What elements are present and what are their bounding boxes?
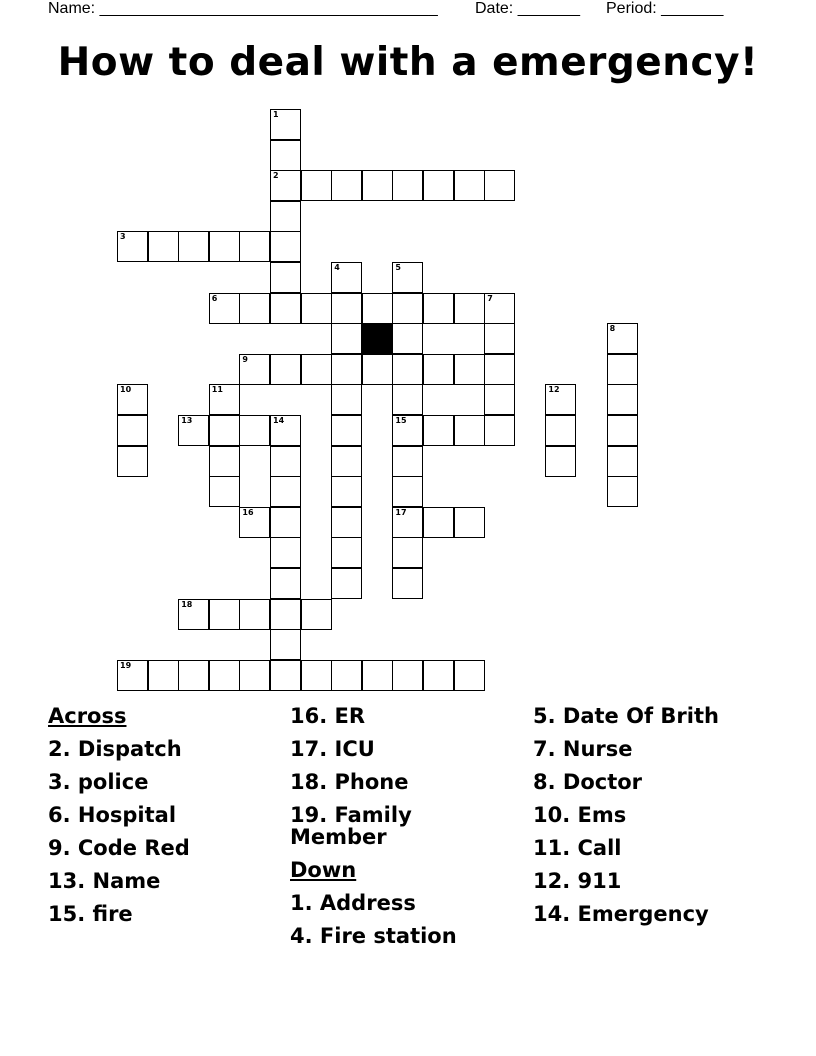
grid-cell[interactable]	[545, 415, 576, 446]
grid-cell[interactable]	[484, 384, 515, 415]
grid-cell[interactable]	[301, 293, 332, 324]
clue-across-13: 13. Name	[48, 869, 161, 893]
grid-cell[interactable]	[209, 293, 240, 324]
block-cell	[362, 323, 393, 354]
clue-down-1: 1. Address	[290, 891, 416, 915]
grid-cell[interactable]	[178, 660, 209, 691]
grid-cell[interactable]	[484, 170, 515, 201]
grid-cell[interactable]	[607, 476, 638, 507]
grid-cell[interactable]	[392, 537, 423, 568]
grid-cell[interactable]	[423, 293, 454, 324]
clue-across-2: 2. Dispatch	[48, 737, 182, 761]
page-title: How to deal with a emergency!	[57, 40, 759, 85]
grid-cell[interactable]	[484, 415, 515, 446]
grid-cell[interactable]	[209, 384, 240, 415]
clue-down-4: 4. Fire station	[290, 924, 457, 948]
clue-number: 6	[211, 293, 218, 303]
grid-cell[interactable]	[301, 660, 332, 691]
grid-cell[interactable]	[239, 599, 270, 630]
grid-cell[interactable]	[331, 323, 362, 354]
grid-cell[interactable]	[178, 599, 209, 630]
grid-cell[interactable]	[270, 262, 301, 293]
grid-cell[interactable]	[484, 354, 515, 385]
date-field-label[interactable]: Date: _______	[475, 0, 580, 17]
grid-cell[interactable]	[117, 660, 148, 691]
grid-cell[interactable]	[270, 140, 301, 171]
grid-cell[interactable]	[362, 293, 393, 324]
clue-across-18: 18. Phone	[290, 770, 409, 794]
grid-cell[interactable]	[545, 446, 576, 477]
clue-across-17: 17. ICU	[290, 737, 375, 761]
grid-cell[interactable]	[270, 537, 301, 568]
clue-number: 15	[395, 416, 407, 425]
grid-cell[interactable]	[270, 629, 301, 660]
clue-number: 8	[609, 324, 616, 334]
grid-cell[interactable]	[607, 384, 638, 415]
grid-cell[interactable]	[301, 170, 332, 201]
grid-cell[interactable]	[392, 293, 423, 324]
grid-cell[interactable]	[239, 415, 270, 446]
grid-cell[interactable]	[270, 293, 301, 324]
clue-column-2	[290, 700, 505, 953]
grid-cell[interactable]	[392, 507, 423, 538]
grid-cell[interactable]	[392, 415, 423, 446]
grid-cell[interactable]	[545, 384, 576, 415]
down-heading: Down	[290, 858, 357, 882]
clue-number: 7	[487, 293, 493, 303]
grid-cell[interactable]	[392, 384, 423, 415]
clue-across-19: 19. Family Member	[290, 803, 412, 849]
grid-cell[interactable]	[117, 384, 148, 415]
grid-cell[interactable]	[270, 568, 301, 599]
grid-cell[interactable]	[331, 568, 362, 599]
grid-cell[interactable]	[607, 446, 638, 477]
grid-cell[interactable]	[392, 354, 423, 385]
name-field-label[interactable]: Name: ______________________________________	[48, 0, 438, 17]
clue-down-12: 12. 911	[533, 869, 622, 893]
grid-cell[interactable]	[117, 231, 148, 262]
clue-number: 9	[242, 354, 248, 364]
grid-cell[interactable]	[117, 415, 148, 446]
clue-down-14: 14. Emergency	[533, 902, 709, 926]
grid-cell[interactable]	[301, 354, 332, 385]
grid-cell[interactable]	[178, 415, 209, 446]
grid-cell[interactable]	[392, 262, 423, 293]
clue-number: 3	[120, 232, 126, 242]
clue-down-5: 5. Date Of Brith	[533, 704, 719, 728]
grid-cell[interactable]	[331, 354, 362, 385]
grid-cell[interactable]	[117, 446, 148, 477]
clue-number: 18	[181, 599, 193, 609]
grid-cell[interactable]	[270, 446, 301, 477]
grid-cell[interactable]	[209, 415, 240, 446]
clue-column-3	[533, 700, 803, 931]
grid-cell[interactable]	[392, 446, 423, 477]
grid-cell[interactable]	[362, 354, 393, 385]
clue-across-3: 3. police	[48, 770, 149, 794]
clue-number: 17	[395, 507, 407, 517]
clue-number: 19	[120, 660, 132, 670]
grid-cell[interactable]	[239, 660, 270, 691]
grid-cell[interactable]	[392, 476, 423, 507]
clue-down-11: 11. Call	[533, 836, 622, 860]
grid-cell[interactable]	[392, 323, 423, 354]
grid-cell[interactable]	[301, 599, 332, 630]
grid-cell[interactable]	[331, 507, 362, 538]
grid-cell[interactable]	[148, 660, 179, 691]
grid-cell[interactable]	[423, 170, 454, 201]
grid-cell[interactable]	[270, 170, 301, 201]
grid-cell[interactable]	[454, 170, 485, 201]
grid-cell[interactable]	[270, 109, 301, 140]
clue-down-8: 8. Doctor	[533, 770, 643, 794]
grid-cell[interactable]	[607, 354, 638, 385]
grid-cell[interactable]	[331, 476, 362, 507]
clue-number: 4	[334, 263, 340, 272]
grid-cell[interactable]	[454, 354, 485, 385]
grid-cell[interactable]	[331, 293, 362, 324]
grid-cell[interactable]	[454, 507, 485, 538]
grid-cell[interactable]	[423, 507, 454, 538]
grid-cell[interactable]	[331, 446, 362, 477]
grid-cell[interactable]	[392, 170, 423, 201]
grid-cell[interactable]	[209, 476, 240, 507]
grid-cell[interactable]	[392, 660, 423, 691]
grid-cell[interactable]	[454, 415, 485, 446]
clue-number: 14	[273, 416, 285, 425]
grid-cell[interactable]	[270, 507, 301, 538]
grid-cell[interactable]	[239, 231, 270, 262]
grid-cell[interactable]	[270, 476, 301, 507]
grid-cell[interactable]	[178, 231, 209, 262]
grid-cell[interactable]	[270, 415, 301, 446]
clue-across-15: 15. fire	[48, 902, 133, 926]
clue-across-9: 9. Code Red	[48, 836, 190, 860]
clue-down-10: 10. Ems	[533, 803, 627, 827]
clue-number: 10	[120, 385, 132, 395]
grid-cell[interactable]	[148, 231, 179, 262]
grid-cell[interactable]	[423, 415, 454, 446]
grid-cell[interactable]	[209, 599, 240, 630]
grid-cell[interactable]	[331, 384, 362, 415]
grid-cell[interactable]	[331, 660, 362, 691]
grid-cell[interactable]	[454, 293, 485, 324]
period-field-label[interactable]: Period: _______	[606, 0, 724, 17]
clue-number: 13	[181, 416, 193, 425]
grid-cell[interactable]	[270, 201, 301, 232]
grid-cell[interactable]	[423, 660, 454, 691]
grid-cell[interactable]	[270, 599, 301, 630]
clue-number: 5	[395, 263, 401, 272]
clue-number: 11	[211, 385, 223, 395]
grid-cell[interactable]	[270, 660, 301, 691]
grid-cell[interactable]	[607, 415, 638, 446]
across-heading: Across	[48, 704, 127, 728]
grid-cell[interactable]	[209, 660, 240, 691]
grid-cell[interactable]	[331, 170, 362, 201]
grid-cell[interactable]	[484, 293, 515, 324]
grid-cell[interactable]	[392, 568, 423, 599]
grid-cell[interactable]	[270, 231, 301, 262]
clue-number: 2	[273, 171, 279, 181]
grid-cell[interactable]	[209, 231, 240, 262]
grid-cell[interactable]	[270, 354, 301, 385]
grid-cell[interactable]	[423, 354, 454, 385]
grid-cell[interactable]	[607, 323, 638, 354]
clue-number: 16	[242, 507, 254, 517]
grid-cell[interactable]	[331, 262, 362, 293]
clue-across-16: 16. ER	[290, 704, 366, 728]
grid-cell[interactable]	[331, 415, 362, 446]
clue-across-6: 6. Hospital	[48, 803, 177, 827]
clue-number: 12	[548, 385, 560, 395]
grid-cell[interactable]	[239, 293, 270, 324]
grid-cell[interactable]	[454, 660, 485, 691]
grid-cell[interactable]	[362, 170, 393, 201]
clue-number: 1	[273, 110, 279, 119]
grid-cell[interactable]	[209, 446, 240, 477]
grid-cell[interactable]	[362, 660, 393, 691]
clue-down-7: 7. Nurse	[533, 737, 633, 761]
grid-cell[interactable]	[239, 354, 270, 385]
grid-cell[interactable]	[331, 537, 362, 568]
grid-cell[interactable]	[484, 323, 515, 354]
clue-column-1	[48, 700, 288, 931]
grid-cell[interactable]	[239, 507, 270, 538]
